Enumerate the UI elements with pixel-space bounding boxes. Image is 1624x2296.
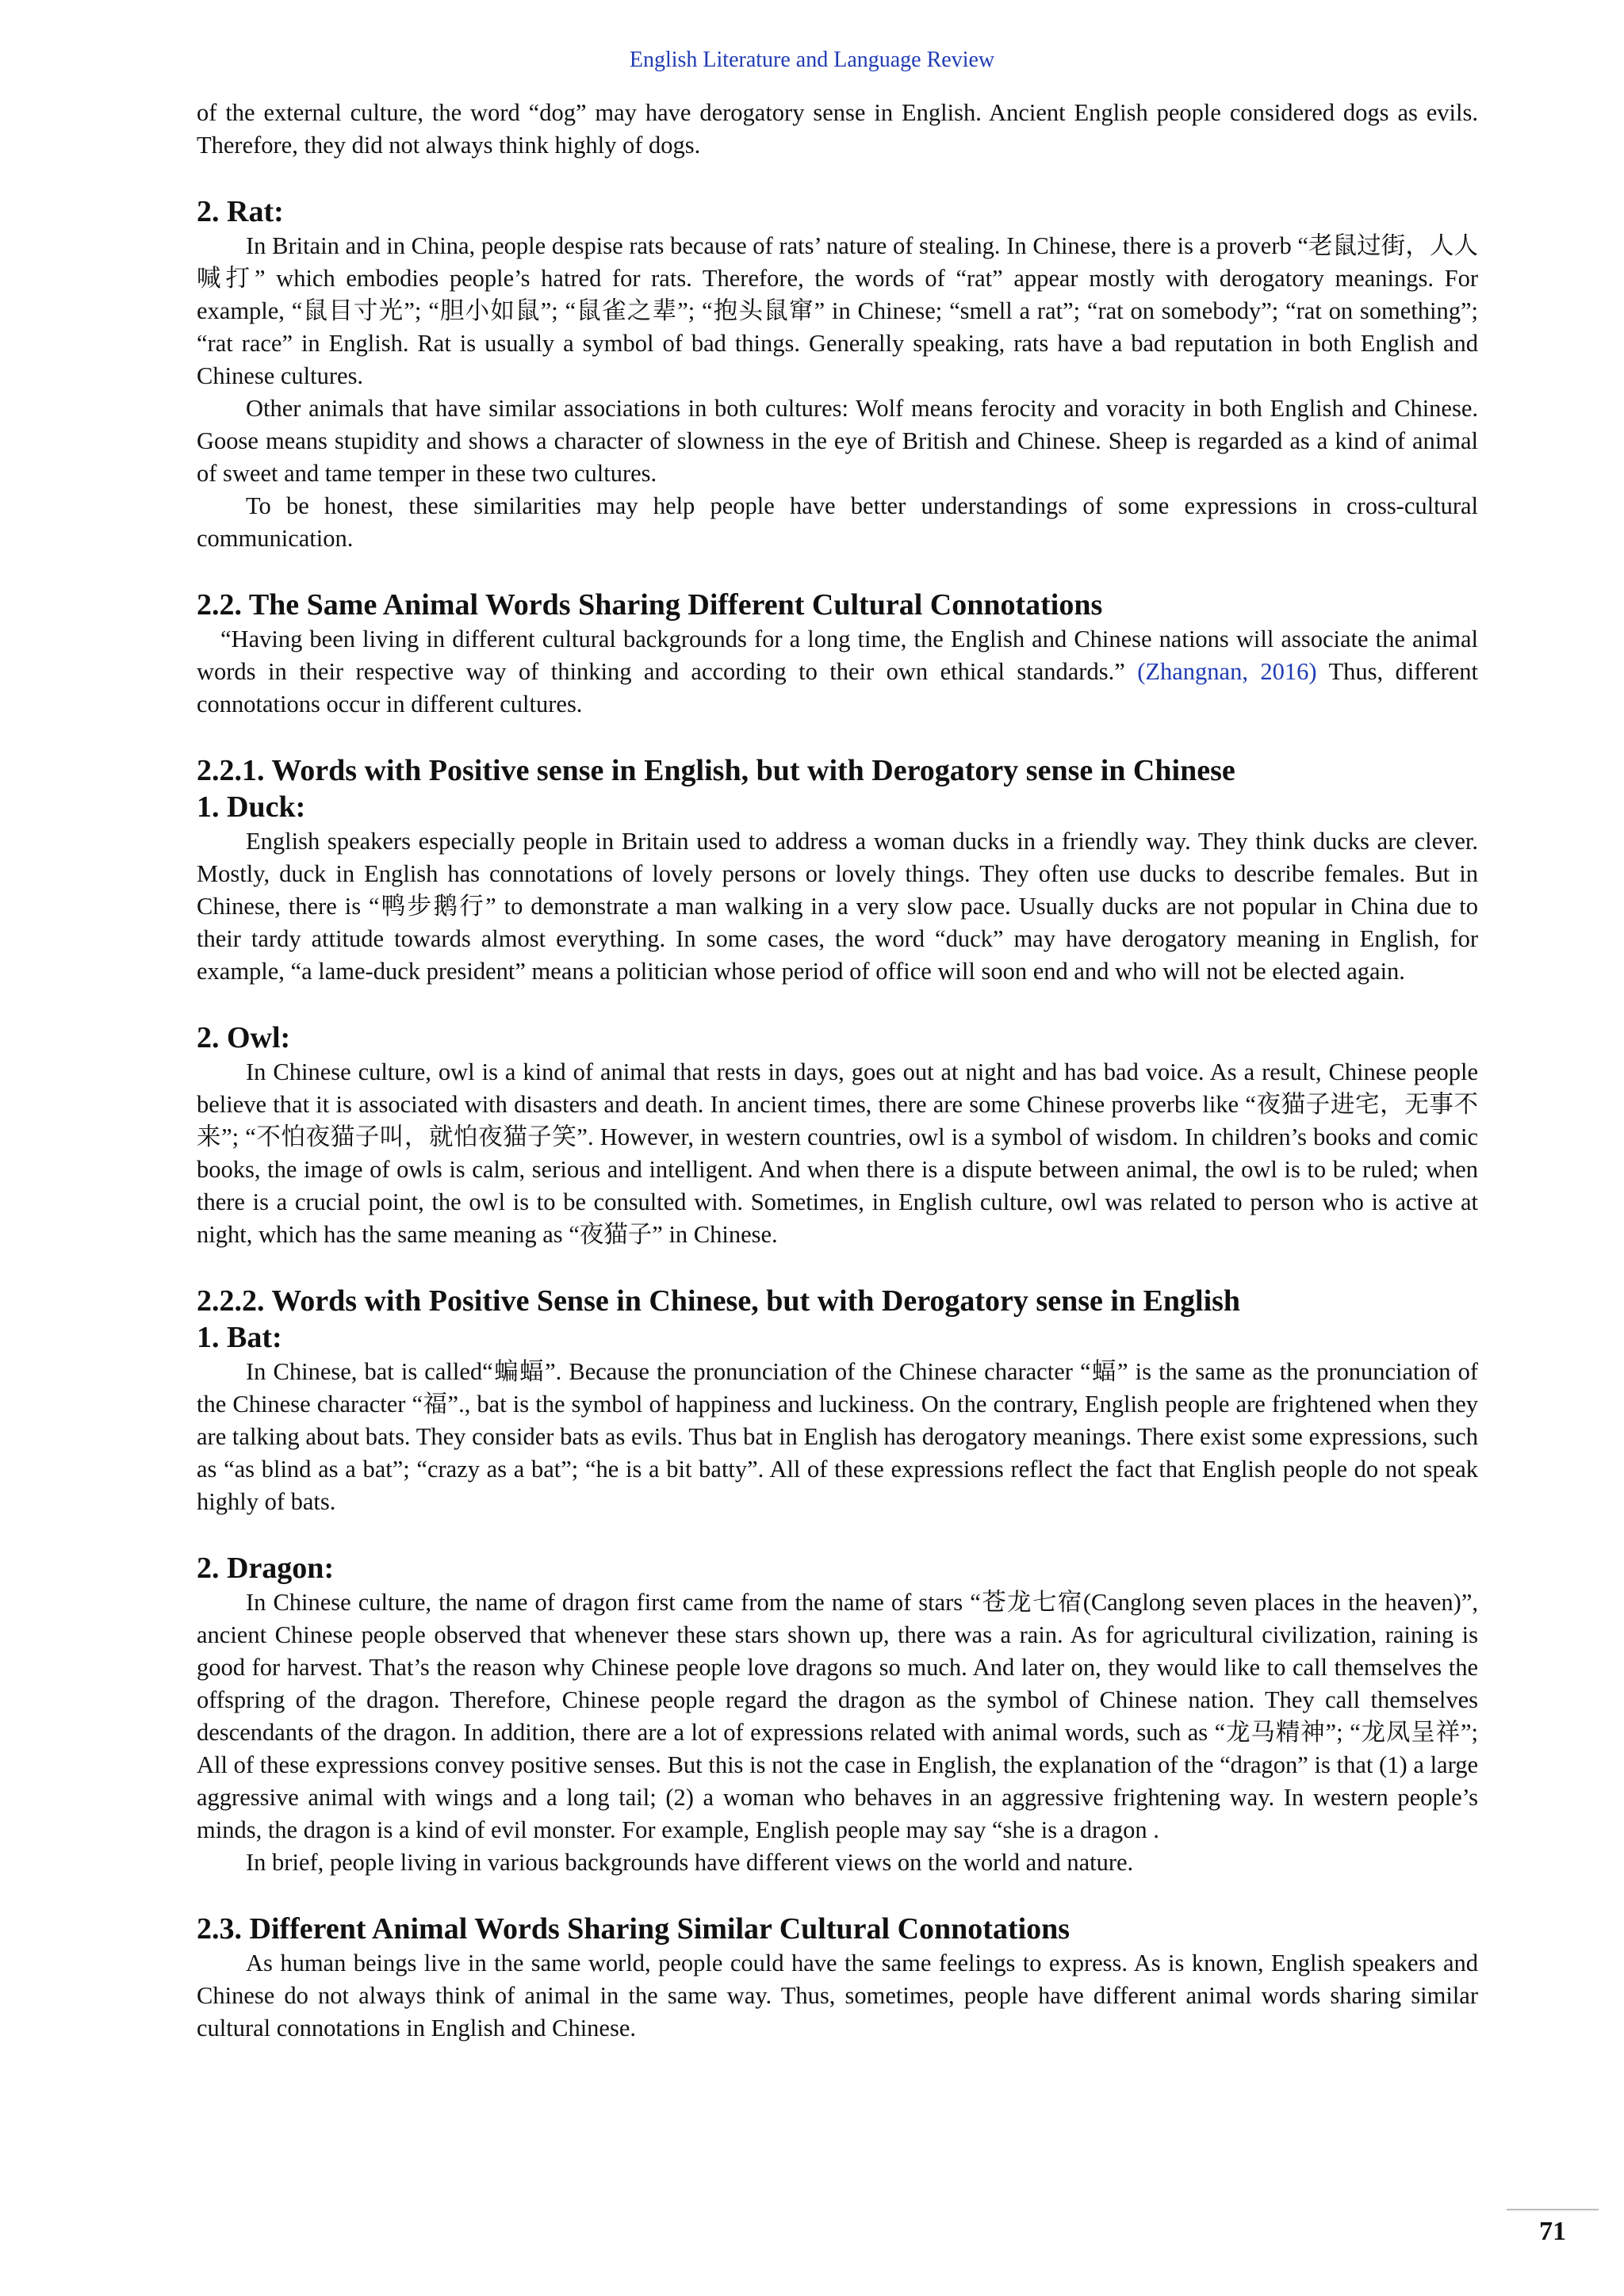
heading-dragon: 2. Dragon: [197,1552,335,1585]
section-2-2-paragraph [197,623,1478,721]
bat-paragraph: In Chinese, bat is called“蝙蝠”. Because the pronunciation of the Chinese character “蝠” is the same as the pronunciation of the Chinese character “福”., bat is the symbol of happiness and luckiness. On the contrary, English people are frightened when they are talking about bats. They consider bats as evils. Thus bat in English has derogatory meanings. There exist some expressions, such as “as blind as a bat”; “crazy as a bat”; “he is a bit batty”. All of these expressions reflect the fact that English people do not speak highly of bats. [197,1358,1478,1515]
journal-header: English Literature and Language Review [629,48,995,72]
heading-section-2-2-2: 2.2.2. Words with Positive Sense in Chinese, but with Derogatory sense in English [197,1284,1241,1318]
rat-paragraph-1: In Britain and in China, people despise rats because of rats’ nature of stealing. In Chinese, there is a proverb “老鼠过街，人人喊打” which embodies people’s hatred for rats. Therefore, the words of “rat” appear mostly with derogatory meanings. For example, “鼠目寸光”; “胆小如鼠”; “鼠雀之辈”; “抱头鼠窜” in Chinese; “smell a rat”; “rat on somebody”; “rat on something”; “rat race” in English. Rat is usually a symbol of bad things. Generally speaking, rats have a bad reputation in both English and Chinese cultures. [197,232,1478,389]
footer-divider [1507,2209,1599,2210]
intro-paragraph: of the external culture, the word “dog” may have derogatory sense in English. Ancient English people considered dogs as evils. Therefore, they did not always think highly of dogs. [197,99,1478,159]
dragon-paragraph: In Chinese culture, the name of dragon first came from the name of stars “苍龙七宿(Canglong seven places in the heaven)”, ancient Chinese people observed that whenever these stars shown up, there was a rain. As for agricultural civilization, raining is good for harvest. That’s the reason why Chinese people love dragons so much. And later on, they would like to call themselves the offspring of the dragon. Therefore, Chinese people regard the dragon as the symbol of Chinese nation. They call themselves descendants of the dragon. In addition, there are a lot of expressions related with animal words, such as “龙马精神”; “龙凤呈祥”; All of these expressions convey positive senses. But this is not the case in English, the explanation of the “dragon” is that (1) a large aggressive animal with wings and a long tail; (2) a woman who behaves in an aggressive frightening way. In western people’s minds, the dragon is a kind of evil monster. For example, English people may say “she is a dragon . [197,1589,1478,1843]
heading-section-2-2-1: 2.2.1. Words with Positive sense in English, but with Derogatory sense in Chinese [197,754,1235,787]
heading-section-2-3: 2.3. Different Animal Words Sharing Similar Cultural Connotations [197,1912,1071,1946]
page-number: 71 [1539,2217,1566,2246]
duck-paragraph: English speakers especially people in Britain used to address a woman ducks in a friendly way. They think ducks are clever. Mostly, duck in English has connotations of lovely persons or lovely things. They often use ducks to describe females. But in Chinese, there is “鸭步鹅行” to demonstrate a man walking in a very slow pace. Usually ducks are not popular in China due to their tardy attitude towards almost everything. In some cases, the word “duck” may have derogatory meaning in English, for example, “a lame-duck president” means a politician whose period of office will soon end and who will not be elected again. [197,828,1478,985]
dragon-brief-paragraph: In brief, people living in various backgrounds have different views on the world and nature. [246,1849,1134,1876]
rat-paragraph-3: To be honest, these similarities may help people have better understandings of some expressions in cross-cultural communication. [197,492,1478,552]
owl-paragraph: In Chinese culture, owl is a kind of animal that rests in days, goes out at night and has bad voice. As a result, Chinese people believe that it is associated with disasters and death. In ancient times, there are some Chinese proverbs like “夜猫子进宅，无事不来”; “不怕夜猫子叫，就怕夜猫子笑”. However, in western countries, owl is a symbol of wisdom. In children’s books and comic books, the image of owls is calm, serious and intelligent. And when there is a dispute between animal, the owl is to be ruled; when there is a crucial point, the owl is to be consulted with. Sometimes, in English culture, owl was related to person who is active at night, which has the same meaning as “夜猫子” in Chinese. [197,1058,1478,1248]
heading-rat: 2. Rat: [197,195,284,228]
section-2-2-quote: “Having been living in different cultural backgrounds for a long time, the English and Chinese nations will associate the animal words in their respective way of thinking and according to their own ethical standards.” [197,626,1478,685]
heading-bat: 1. Bat: [197,1321,282,1354]
heading-owl: 2. Owl: [197,1021,291,1054]
heading-duck: 1. Duck: [197,790,306,824]
heading-section-2-2: 2.2. The Same Animal Words Sharing Different Cultural Connotations [197,588,1103,622]
citation-link[interactable]: (Zhangnan, 2016) [1137,658,1317,685]
rat-paragraph-2: Other animals that have similar associations in both cultures: Wolf means ferocity and voracity in both English and Chinese. Goose means stupidity and shows a character of slowness in the eye of British and Chinese. Sheep is regarded as a kind of animal of sweet and tame temper in these two cultures. [197,395,1478,487]
article-body [197,97,1478,2045]
section-2-2-tail: Thus, different connotations occur in different cultures. [197,658,1478,718]
section-2-3-paragraph: As human beings live in the same world, people could have the same feelings to express. As is known, English speakers and Chinese do not always think of animal in the same way. Thus, sometimes, people have different animal words sharing similar cultural connotations in English and Chinese. [197,1950,1478,2042]
